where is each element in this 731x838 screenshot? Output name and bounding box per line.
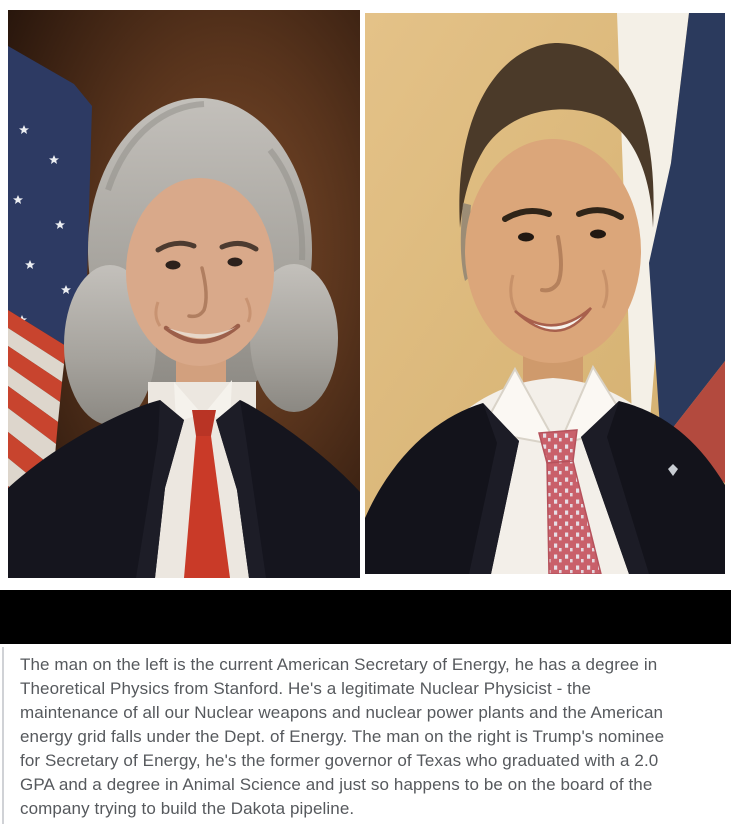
portrait-left-photo[interactable]: [8, 10, 360, 578]
caption-line: company trying to build the Dakota pipeline.: [20, 799, 355, 818]
thread-line: [2, 647, 4, 824]
redaction-bar: [0, 590, 731, 644]
caption-text: [20, 653, 725, 821]
caption-line: The man on the left is the current American Secretary of Energy, he has a degree in: [20, 655, 658, 674]
caption-line: GPA and a degree in Animal Science and just so happens to be on the board of the: [20, 775, 653, 794]
face: [126, 178, 274, 366]
left-portrait-graphic: [8, 10, 360, 578]
portrait-right-photo[interactable]: [365, 13, 725, 574]
right-portrait-graphic: [365, 13, 725, 574]
caption-line: maintenance of all our Nuclear weapons and nuclear power plants and the American: [20, 703, 664, 722]
caption-line: for Secretary of Energy, he's the former governor of Texas who graduated with a 2.0: [20, 751, 659, 770]
caption-line: Theoretical Physics from Stanford. He's a legitimate Nuclear Physicist - the: [20, 679, 592, 698]
caption-line: energy grid falls under the Dept. of Energy. The man on the right is Trump's nominee: [20, 727, 665, 746]
face: [465, 139, 641, 363]
